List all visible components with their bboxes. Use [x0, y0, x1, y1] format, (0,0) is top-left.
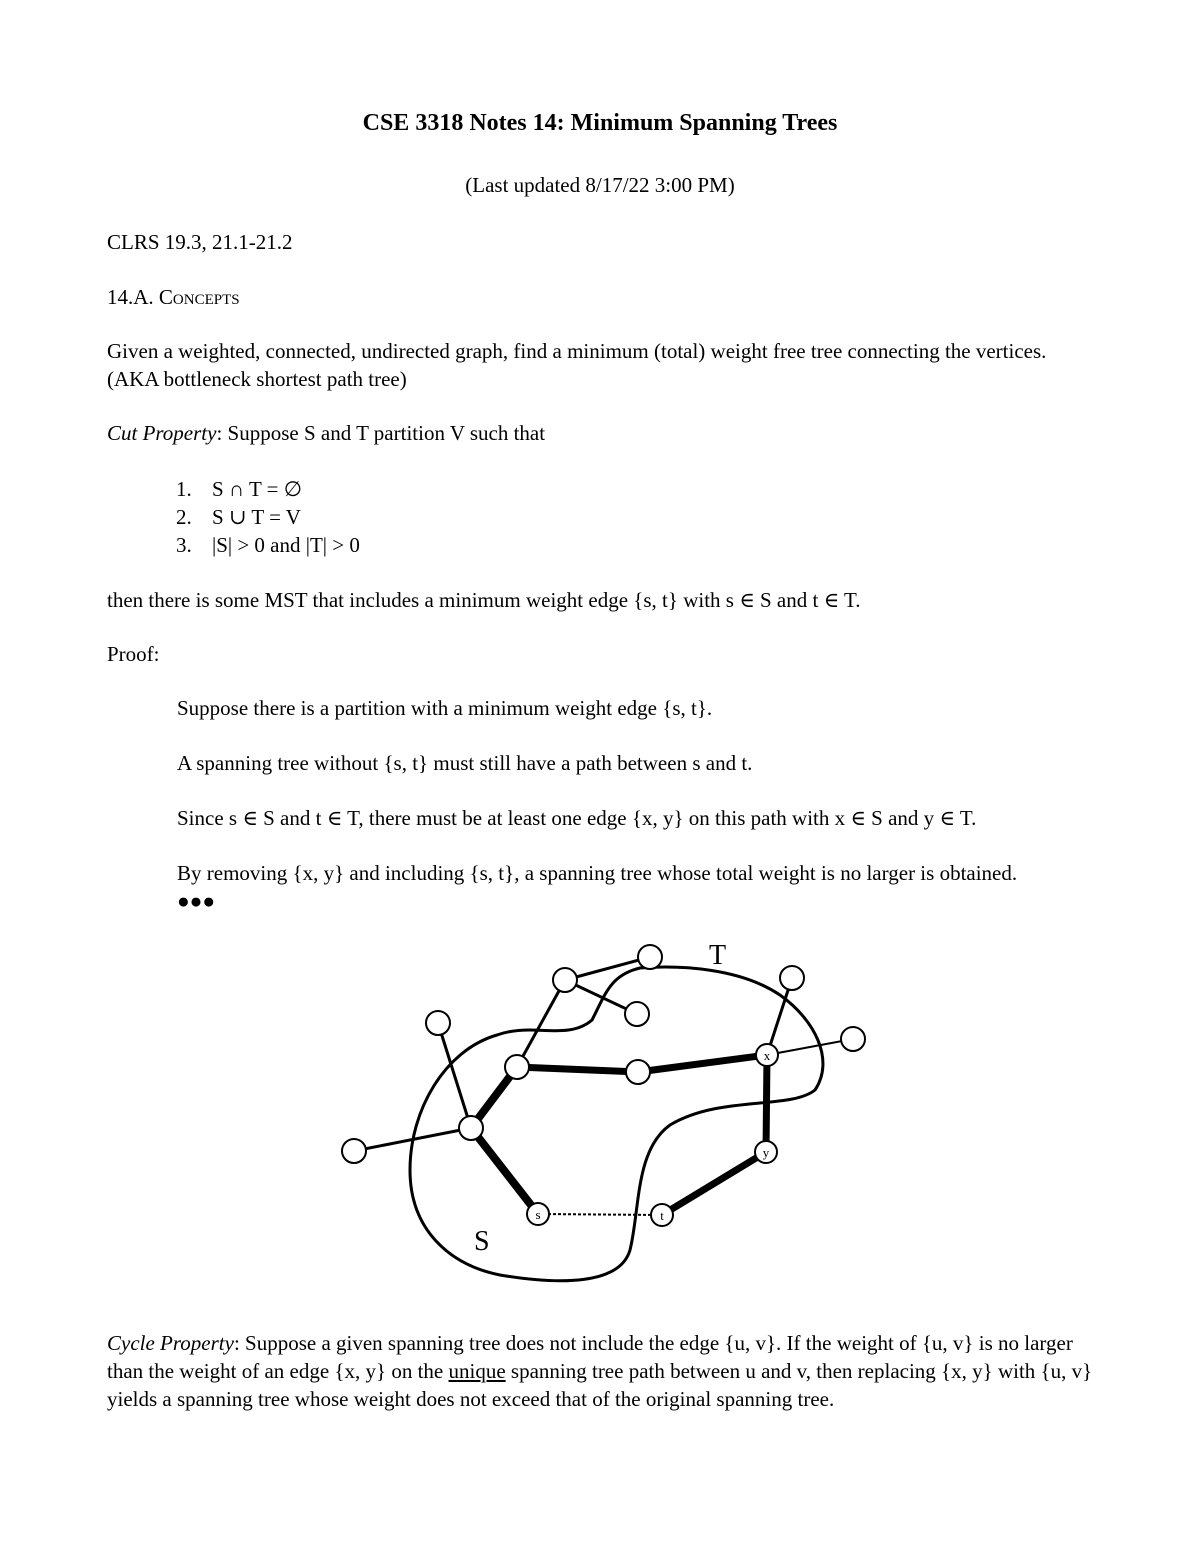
- graph-node: [459, 1116, 483, 1140]
- graph-node: [780, 966, 804, 990]
- cut-property-label: Cut Property: [107, 421, 217, 445]
- proof-step: A spanning tree without {s, t} must still have a path between s and t.: [177, 751, 753, 775]
- node-t-label: t: [660, 1208, 664, 1223]
- proof-step: Suppose there is a partition with a minimum weight edge {s, t}.: [177, 696, 713, 720]
- cut-property-conclusion: then there is some MST that includes a minimum weight edge {s, t} with s ∈ S and t ∈ T.: [107, 588, 861, 612]
- graph-node: [638, 945, 662, 969]
- unique-emphasis: unique: [448, 1359, 506, 1383]
- section-heading: 14.A. Concepts: [107, 285, 240, 309]
- graph-node: [625, 1002, 649, 1026]
- condition-item: 3. |S| > 0 and |T| > 0: [176, 533, 360, 557]
- node-s-label: s: [535, 1207, 541, 1222]
- cycle-property-label: Cycle Property: [107, 1331, 234, 1355]
- reference: CLRS 19.3, 21.1-21.2: [107, 230, 293, 254]
- node-y-label: y: [762, 1145, 770, 1160]
- proof-step: By removing {x, y} and including {s, t}, a spanning tree whose total weight is no larger is obtained. ●●●: [177, 861, 1018, 913]
- graph-node: [505, 1055, 529, 1079]
- condition-item: 2. S ∪ T = V: [176, 505, 301, 529]
- region-s-label: S: [474, 1226, 490, 1257]
- graph-node: [342, 1139, 366, 1163]
- node-x-label: x: [763, 1048, 771, 1063]
- graph-node: [553, 968, 577, 992]
- cut-property-text: : Suppose S and T partition V such that: [216, 421, 546, 445]
- cycle-property-paragraph: Cycle Property: Suppose a given spanning tree does not include the edge {u, v}. If the weight of {u, v} is no larger than the weight of an edge {x, y} on the unique spanning tree path between u and v, then replacing {x, y} with {u, v} yields a spanning tree whose weight does not exceed that of the original spanning tree.: [107, 1331, 1093, 1411]
- last-updated: (Last updated 8/17/22 3:00 PM): [465, 173, 735, 197]
- region-t-label: T: [709, 940, 727, 971]
- intro-paragraph: Given a weighted, connected, undirected graph, find a minimum (total) weight free tree connecting the vertices. (AKA bottleneck shortest path tree): [107, 339, 1047, 391]
- graph-node: [626, 1060, 650, 1084]
- edge-s-t: [538, 1214, 662, 1215]
- graph-node: [841, 1027, 865, 1051]
- proof-label: Proof:: [107, 642, 160, 666]
- page-title: CSE 3318 Notes 14: Minimum Spanning Trees: [362, 110, 838, 136]
- graph-node: [426, 1011, 450, 1035]
- proof-step: Since s ∈ S and t ∈ T, there must be at least one edge {x, y} on this path with x ∈ S and y ∈ T.: [177, 806, 977, 830]
- condition-item: 1. S ∩ T = ∅: [176, 477, 303, 501]
